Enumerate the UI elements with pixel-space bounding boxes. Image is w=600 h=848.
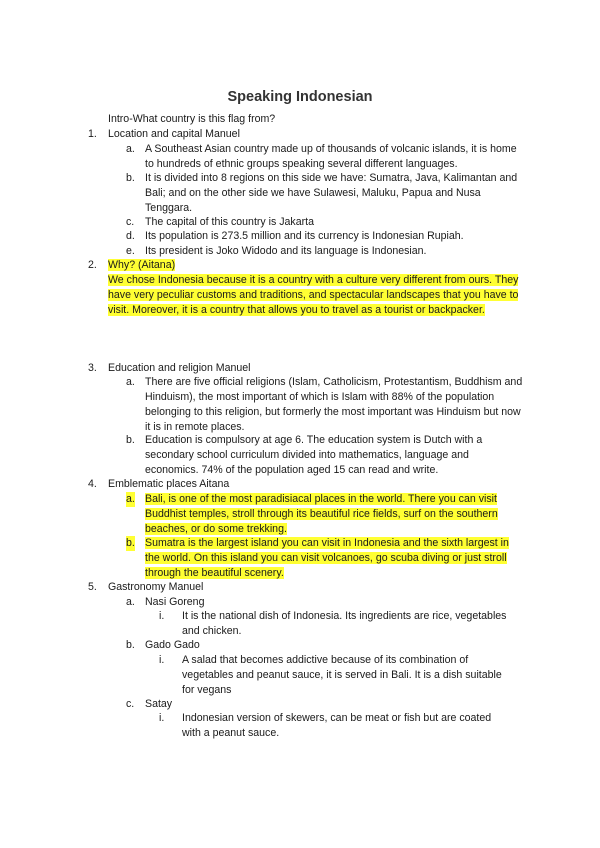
section-heading-text: Location and capital Manuel bbox=[108, 128, 240, 140]
sub-marker: i. bbox=[159, 610, 165, 622]
item-marker: a. bbox=[126, 596, 135, 608]
list-item bbox=[126, 229, 525, 244]
item-text: Bali, is one of the most paradisiacal places in the world. There you can visit Buddhist temples, stroll through its beautiful rice fields, surf on the southern beaches, or do some trekking. bbox=[145, 493, 498, 535]
item-marker: a. bbox=[126, 376, 135, 388]
paragraph-text: We chose Indonesia because it is a country with a culture very different from ours. They have very peculiar customs and traditions, and spectacular landscapes that you have to visit. Moreover, it is a country that allows you to travel as a tourist or backpacker. bbox=[108, 274, 519, 316]
item-text: The capital of this country is Jakarta bbox=[145, 216, 314, 228]
sub-text: Indonesian version of skewers, can be meat or fish but are coated with a peanut sauce. bbox=[182, 712, 492, 739]
section-5-heading bbox=[88, 580, 204, 595]
section-3-heading bbox=[88, 361, 251, 376]
item-text: Sumatra is the largest island you can visit in Indonesia and the sixth largest in the world. On this island you can visit volcanoes, go scuba diving or just stroll through the beautiful scenery. bbox=[145, 537, 509, 579]
section-heading-text: Education and religion Manuel bbox=[108, 362, 251, 374]
list-item bbox=[126, 433, 525, 478]
item-marker: e. bbox=[126, 245, 135, 257]
dish-name: Satay bbox=[145, 698, 173, 710]
item-marker: b. bbox=[126, 434, 135, 446]
dish-name: Nasi Goreng bbox=[145, 596, 205, 608]
section-heading-text: Why? (Aitana) bbox=[108, 259, 176, 271]
document-title: Speaking Indonesian bbox=[227, 89, 373, 105]
list-item bbox=[126, 215, 525, 230]
item-marker: c. bbox=[126, 698, 135, 710]
section-heading-text: Gastronomy Manuel bbox=[108, 581, 204, 593]
section-number: 5. bbox=[88, 581, 97, 593]
item-marker: b. bbox=[126, 639, 135, 651]
item-marker: d. bbox=[126, 230, 135, 242]
section-1-heading bbox=[88, 127, 240, 142]
why-paragraph bbox=[108, 273, 528, 318]
item-text: It is divided into 8 regions on this side we have: Sumatra, Java, Kalimantan and Bali; and on the other side we have Sulawesi, Maluku, Papua and Nusa Tenggara. bbox=[145, 172, 518, 214]
list-item bbox=[126, 492, 525, 537]
section-2-heading bbox=[88, 258, 176, 273]
list-item bbox=[126, 697, 525, 712]
item-marker: c. bbox=[126, 216, 135, 228]
section-number: 4. bbox=[88, 478, 97, 490]
list-item bbox=[126, 171, 525, 216]
item-text: Its population is 273.5 million and its currency is Indonesian Rupiah. bbox=[145, 230, 464, 242]
sub-text: A salad that becomes addictive because of its combination of vegetables and peanut sauce, it is served in Bali. It is a dish suitable for vegans bbox=[182, 654, 502, 696]
sub-marker: i. bbox=[159, 654, 165, 666]
item-text: A Southeast Asian country made up of thousands of volcanic islands, it is home to hundreds of ethnic groups speaking several different languages. bbox=[145, 143, 517, 170]
item-text: Education is compulsory at age 6. The education system is Dutch with a secondary school curriculum divided into mathematics, language and economics. 74% of the population aged 15 can read and write. bbox=[145, 434, 483, 476]
list-item bbox=[126, 638, 525, 653]
item-text: There are five official religions (Islam, Catholicism, Protestantism, Buddhism and Hinduism), the most important of which is Islam with 88% of the population belonging to this religion, but formerly the most important was Hinduism but now it is in remote places. bbox=[145, 376, 523, 433]
item-marker: b. bbox=[126, 537, 135, 549]
section-4-heading bbox=[88, 477, 230, 492]
sub-item bbox=[159, 711, 512, 741]
intro-line: Intro-What country is this flag from? bbox=[108, 113, 276, 125]
list-item bbox=[126, 375, 525, 435]
sub-item bbox=[159, 653, 512, 698]
sub-text: It is the national dish of Indonesia. Its ingredients are rice, vegetables and chicken. bbox=[182, 610, 507, 637]
section-number: 2. bbox=[88, 259, 97, 271]
item-text: Its president is Joko Widodo and its language is Indonesian. bbox=[145, 245, 427, 257]
item-marker: a. bbox=[126, 143, 135, 155]
section-number: 3. bbox=[88, 362, 97, 374]
section-heading-text: Emblematic places Aitana bbox=[108, 478, 230, 490]
list-item bbox=[126, 595, 525, 610]
list-item bbox=[126, 244, 525, 259]
sub-marker: i. bbox=[159, 712, 165, 724]
list-item bbox=[126, 536, 525, 581]
section-number: 1. bbox=[88, 128, 97, 140]
item-marker: b. bbox=[126, 172, 135, 184]
dish-name: Gado Gado bbox=[145, 639, 200, 651]
sub-item bbox=[159, 609, 512, 639]
item-marker: a. bbox=[126, 493, 135, 505]
list-item bbox=[126, 142, 525, 172]
